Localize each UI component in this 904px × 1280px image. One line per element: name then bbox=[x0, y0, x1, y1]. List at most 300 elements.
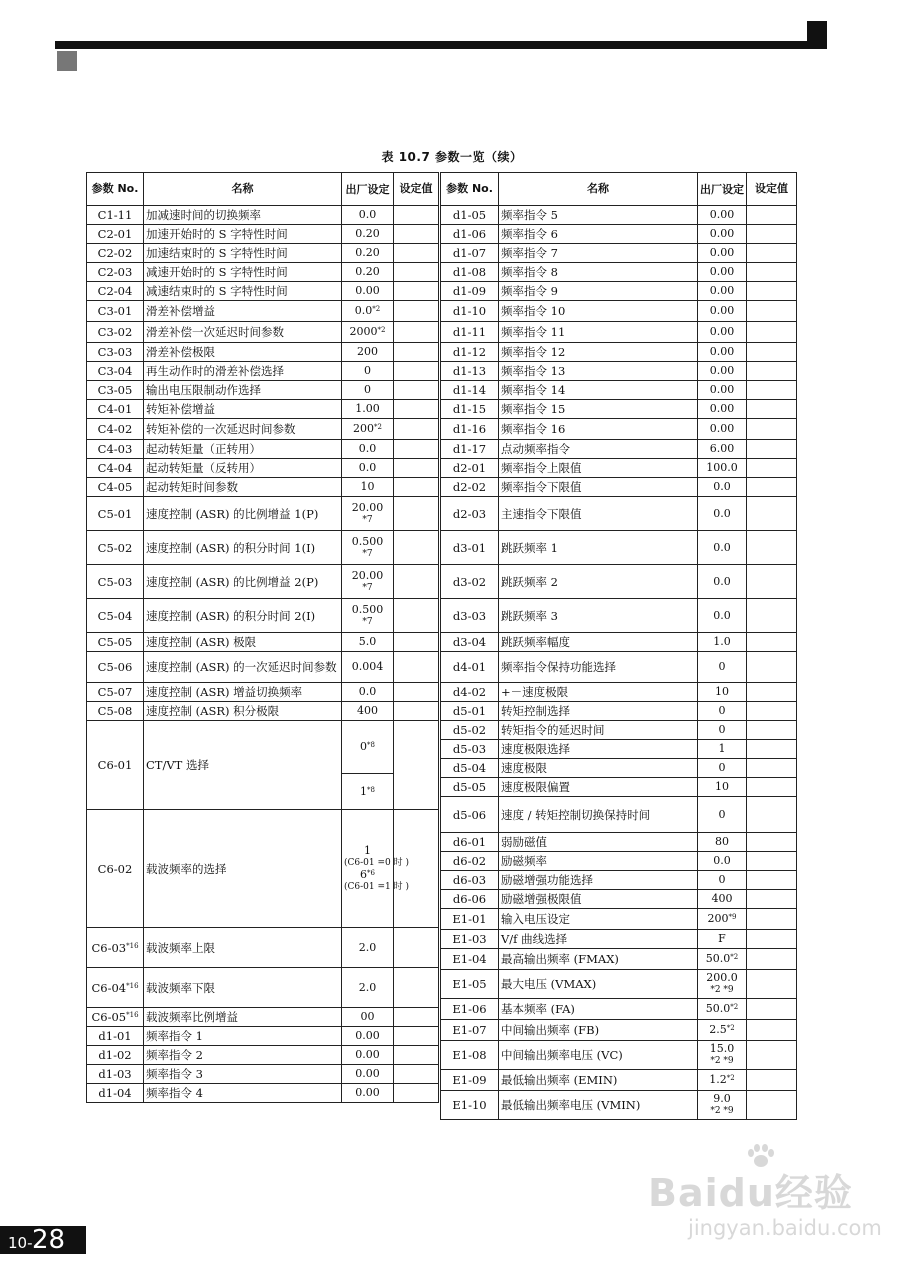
param-no: E1-03 bbox=[441, 930, 499, 949]
param-no bbox=[87, 1046, 144, 1065]
parameter-table-left bbox=[86, 172, 439, 1103]
factory-value-text: 0.20 bbox=[355, 265, 380, 278]
setting-cell bbox=[747, 633, 797, 652]
factory-value bbox=[342, 633, 394, 652]
factory-value bbox=[698, 599, 747, 633]
table-row bbox=[87, 244, 439, 263]
table-row bbox=[441, 206, 797, 225]
factory-value bbox=[698, 343, 747, 362]
setting-cell bbox=[747, 778, 797, 797]
param-no bbox=[87, 652, 144, 683]
param-name: 频率指令 12 bbox=[499, 343, 698, 362]
factory-value bbox=[698, 322, 747, 343]
param-name: 基本频率 (FA) bbox=[499, 999, 698, 1020]
table-row bbox=[87, 381, 439, 400]
param-no: d1-15 bbox=[441, 400, 499, 419]
setting-cell bbox=[394, 381, 439, 400]
setting-cell bbox=[394, 599, 439, 633]
factory-value-text: 0.0 bbox=[713, 506, 731, 520]
param-no: d1-07 bbox=[441, 244, 499, 263]
param-name: 速度控制 (ASR) 的积分时间 2(I) bbox=[144, 599, 342, 633]
factory-value-text: 0 bbox=[360, 740, 368, 753]
table-row bbox=[441, 1041, 797, 1070]
factory-value-text: 6.00 bbox=[709, 442, 735, 455]
param-no: E1-09 bbox=[441, 1070, 499, 1091]
factory-value bbox=[342, 282, 394, 301]
param-name: 中间输出频率电压 (VC) bbox=[499, 1041, 698, 1070]
param-name: 最低输出频率 (EMIN) bbox=[499, 1070, 698, 1091]
param-no: d1-11 bbox=[441, 322, 499, 343]
header-name: 名称 bbox=[144, 173, 342, 206]
table-row bbox=[441, 531, 797, 565]
factory-value-text: 0.00 bbox=[355, 1086, 380, 1099]
param-no bbox=[87, 322, 144, 343]
setting-cell bbox=[394, 810, 439, 928]
table-row bbox=[441, 362, 797, 381]
param-no-text: C5-06 bbox=[97, 660, 133, 674]
setting-cell bbox=[394, 968, 439, 1008]
param-no-text: C5-03 bbox=[97, 574, 133, 589]
footnote-mark: *2 bbox=[730, 953, 739, 961]
setting-cell bbox=[747, 440, 797, 459]
param-name: 滑差补偿一次延迟时间参数 bbox=[144, 322, 342, 343]
setting-cell bbox=[394, 1046, 439, 1065]
param-no-text: C5-01 bbox=[97, 506, 133, 521]
factory-value bbox=[698, 206, 747, 225]
table-row bbox=[87, 362, 439, 381]
factory-value-text: 0.00 bbox=[355, 1067, 380, 1080]
parameter-table-right bbox=[440, 172, 797, 1120]
setting-cell bbox=[394, 244, 439, 263]
setting-cell bbox=[394, 263, 439, 282]
table-row bbox=[87, 1027, 439, 1046]
setting-cell bbox=[394, 282, 439, 301]
factory-value-text: 0.0 bbox=[358, 208, 377, 221]
table-row bbox=[87, 419, 439, 440]
setting-cell bbox=[394, 1008, 439, 1027]
factory-value bbox=[698, 497, 747, 531]
table-row bbox=[441, 301, 797, 322]
table-row bbox=[441, 497, 797, 531]
factory-value-text: 0 bbox=[718, 723, 726, 736]
setting-cell bbox=[747, 599, 797, 633]
param-no bbox=[87, 400, 144, 419]
param-no bbox=[87, 702, 144, 721]
param-name: 中间输出频率 (FB) bbox=[499, 1020, 698, 1041]
table-row bbox=[441, 702, 797, 721]
header-row bbox=[87, 173, 439, 206]
param-name: 跳跃频率 2 bbox=[499, 565, 698, 599]
table-row bbox=[87, 440, 439, 459]
factory-value-text: 0 bbox=[718, 704, 726, 717]
param-no bbox=[87, 381, 144, 400]
table-row bbox=[441, 282, 797, 301]
param-no: d3-03 bbox=[441, 599, 499, 633]
footnote-mark: *2 bbox=[372, 305, 381, 313]
param-no-text: C4-05 bbox=[97, 480, 133, 494]
table-row bbox=[441, 478, 797, 497]
param-name: 频率指令 1 bbox=[144, 1027, 342, 1046]
page-index: 28 bbox=[32, 1225, 66, 1255]
param-no bbox=[87, 1008, 144, 1027]
param-no bbox=[87, 565, 144, 599]
table-row bbox=[441, 381, 797, 400]
param-no bbox=[87, 206, 144, 225]
footnote-mark: *6 bbox=[367, 868, 375, 877]
setting-cell bbox=[747, 852, 797, 871]
factory-value bbox=[698, 531, 747, 565]
setting-cell bbox=[747, 797, 797, 833]
factory-value-note2: (C6-01 =1 时 ) bbox=[344, 881, 409, 892]
factory-value bbox=[342, 774, 394, 810]
factory-value-text: 0.0 bbox=[713, 574, 731, 588]
factory-value bbox=[698, 440, 747, 459]
factory-value bbox=[698, 970, 747, 999]
factory-value bbox=[698, 852, 747, 871]
param-no bbox=[87, 244, 144, 263]
factory-value-text: 0.0 bbox=[713, 540, 731, 554]
factory-value-text: 1.2 bbox=[709, 1073, 727, 1086]
setting-cell bbox=[747, 225, 797, 244]
factory-value bbox=[342, 440, 394, 459]
table-row bbox=[441, 440, 797, 459]
factory-value-text: 1.00 bbox=[355, 402, 380, 415]
param-name: 速度控制 (ASR) 的比例增益 1(P) bbox=[144, 497, 342, 531]
param-no: E1-04 bbox=[441, 949, 499, 970]
param-name: 频率指令 10 bbox=[499, 301, 698, 322]
param-name: 转矩控制选择 bbox=[499, 702, 698, 721]
factory-value-text: 5.0 bbox=[358, 635, 377, 648]
factory-value-note: *7 bbox=[362, 582, 373, 593]
factory-value-text: 10 bbox=[715, 685, 729, 698]
table-row bbox=[441, 1070, 797, 1091]
param-name: 速度控制 (ASR) 增益切换频率 bbox=[144, 683, 342, 702]
header-param-no: 参数 No. bbox=[87, 173, 144, 206]
factory-value bbox=[698, 652, 747, 683]
factory-value-text: 0.500 bbox=[351, 534, 384, 548]
param-no bbox=[87, 225, 144, 244]
param-name: 速度 / 转矩控制切换保持时间 bbox=[499, 797, 698, 833]
factory-value bbox=[342, 531, 394, 565]
param-name: 载波频率下限 bbox=[144, 968, 342, 1008]
factory-value-text: 0.0 bbox=[713, 480, 731, 493]
factory-value bbox=[698, 683, 747, 702]
param-name: 频率指令 16 bbox=[499, 419, 698, 440]
param-name: 输出电压限制动作选择 bbox=[144, 381, 342, 400]
factory-value-text: 0.00 bbox=[355, 284, 380, 297]
factory-value-note: *2 *9 bbox=[710, 985, 734, 995]
factory-value-text: 0 bbox=[718, 761, 726, 774]
param-name: 载波频率的选择 bbox=[144, 810, 342, 928]
table-row bbox=[441, 833, 797, 852]
param-no bbox=[87, 362, 144, 381]
factory-value bbox=[342, 244, 394, 263]
factory-value bbox=[342, 1008, 394, 1027]
factory-value bbox=[342, 928, 394, 968]
setting-cell bbox=[394, 419, 439, 440]
factory-value-text: 0.00 bbox=[709, 284, 735, 297]
setting-cell bbox=[747, 343, 797, 362]
factory-value-text: 0.004 bbox=[351, 660, 384, 673]
table-row bbox=[441, 759, 797, 778]
param-name: 频率指令 11 bbox=[499, 322, 698, 343]
factory-value-text: 2.0 bbox=[358, 980, 377, 994]
factory-value-text: 0.0 bbox=[358, 442, 377, 455]
param-no-text: C3-05 bbox=[97, 383, 133, 397]
setting-cell bbox=[747, 497, 797, 531]
param-name: V/f 曲线选择 bbox=[499, 930, 698, 949]
param-no: E1-01 bbox=[441, 909, 499, 930]
factory-value-text: 0.20 bbox=[355, 227, 380, 240]
factory-value-text: 0.00 bbox=[355, 1048, 380, 1061]
param-no bbox=[87, 1027, 144, 1046]
param-name: +－速度极限 bbox=[499, 683, 698, 702]
table-row bbox=[441, 633, 797, 652]
factory-value-text: 2000 bbox=[349, 325, 378, 338]
setting-cell bbox=[747, 871, 797, 890]
table-row bbox=[441, 721, 797, 740]
setting-cell bbox=[747, 322, 797, 343]
factory-value-text: 0.00 bbox=[709, 325, 735, 338]
header-name: 名称 bbox=[499, 173, 698, 206]
param-no: d2-01 bbox=[441, 459, 499, 478]
param-no: d4-02 bbox=[441, 683, 499, 702]
setting-cell bbox=[747, 721, 797, 740]
param-name: 转矩指令的延迟时间 bbox=[499, 721, 698, 740]
factory-value-text: 0.0 bbox=[358, 461, 377, 474]
factory-value-text: 50.0 bbox=[705, 1002, 731, 1015]
factory-value bbox=[342, 362, 394, 381]
param-name: 减速结束时的 S 字特性时间 bbox=[144, 282, 342, 301]
footnote-mark: *8 bbox=[367, 785, 375, 794]
table-row bbox=[87, 459, 439, 478]
table-row bbox=[441, 652, 797, 683]
param-name: 频率指令 5 bbox=[499, 206, 698, 225]
factory-value-text: 15.0 bbox=[709, 1042, 735, 1055]
factory-value-text: 00 bbox=[360, 1010, 375, 1023]
param-no: d1-12 bbox=[441, 343, 499, 362]
factory-value bbox=[698, 565, 747, 599]
table-row bbox=[441, 419, 797, 440]
table-row bbox=[87, 400, 439, 419]
param-no bbox=[87, 301, 144, 322]
param-no bbox=[87, 1084, 144, 1103]
param-name: 频率指令 8 bbox=[499, 263, 698, 282]
factory-value bbox=[342, 810, 409, 928]
table-row bbox=[441, 244, 797, 263]
param-no: d1-16 bbox=[441, 419, 499, 440]
factory-value-note: *7 bbox=[362, 514, 373, 525]
param-name: 跳跃频率幅度 bbox=[499, 633, 698, 652]
factory-value-text: 10 bbox=[715, 780, 729, 793]
watermark-logo: Baidu经验 bbox=[648, 1171, 853, 1215]
footnote-mark: *16 bbox=[126, 941, 139, 950]
factory-value bbox=[342, 1027, 394, 1046]
factory-value bbox=[342, 478, 394, 497]
param-no-text: d1-02 bbox=[98, 1048, 132, 1062]
param-name: 频率指令 15 bbox=[499, 400, 698, 419]
param-no: E1-06 bbox=[441, 999, 499, 1020]
factory-value bbox=[342, 1046, 394, 1065]
footnote-mark: *2 bbox=[374, 423, 382, 431]
factory-value-text: 0.00 bbox=[709, 246, 735, 259]
table-row bbox=[441, 343, 797, 362]
table-row bbox=[441, 852, 797, 871]
table-row bbox=[441, 999, 797, 1020]
factory-value-text: 2.0 bbox=[358, 940, 377, 954]
setting-cell bbox=[747, 419, 797, 440]
factory-value-text: 0 bbox=[718, 660, 726, 673]
param-no bbox=[87, 343, 144, 362]
param-name: 再生动作时的滑差补偿选择 bbox=[144, 362, 342, 381]
param-no: d1-14 bbox=[441, 381, 499, 400]
factory-value bbox=[342, 225, 394, 244]
footnote-mark: *16 bbox=[126, 981, 139, 990]
setting-cell bbox=[394, 206, 439, 225]
footnote-mark: *9 bbox=[728, 913, 737, 921]
factory-value-text: 0.0 bbox=[354, 304, 373, 317]
setting-cell bbox=[747, 263, 797, 282]
setting-cell bbox=[394, 652, 439, 683]
table-row bbox=[87, 683, 439, 702]
factory-value-text: 200 bbox=[707, 912, 729, 925]
param-name: 频率指令保持功能选择 bbox=[499, 652, 698, 683]
param-no: d5-05 bbox=[441, 778, 499, 797]
setting-cell bbox=[747, 362, 797, 381]
setting-cell bbox=[747, 1041, 797, 1070]
factory-value bbox=[698, 797, 747, 833]
factory-value-text: 400 bbox=[357, 704, 378, 717]
setting-cell bbox=[394, 301, 439, 322]
table-row bbox=[441, 740, 797, 759]
param-name: 输入电压设定 bbox=[499, 909, 698, 930]
param-name: 频率指令 3 bbox=[144, 1065, 342, 1084]
param-no bbox=[87, 478, 144, 497]
factory-value bbox=[698, 930, 747, 949]
setting-cell bbox=[747, 1020, 797, 1041]
factory-value bbox=[698, 890, 747, 909]
factory-value bbox=[698, 1020, 747, 1041]
factory-value bbox=[342, 497, 394, 531]
param-name: 速度控制 (ASR) 的积分时间 1(I) bbox=[144, 531, 342, 565]
param-no-text: d1-01 bbox=[98, 1029, 132, 1043]
table-row bbox=[87, 497, 439, 531]
param-no: d5-02 bbox=[441, 721, 499, 740]
factory-value bbox=[698, 400, 747, 419]
header-factory: 出厂设定 bbox=[342, 173, 394, 206]
factory-value-text: 0.00 bbox=[709, 345, 735, 358]
setting-cell bbox=[747, 206, 797, 225]
table-row bbox=[87, 478, 439, 497]
footnote-mark: *2 bbox=[726, 1024, 735, 1032]
table-row bbox=[87, 810, 439, 928]
footnote-mark: *2 bbox=[726, 1074, 735, 1082]
header-setting: 设定值 bbox=[394, 173, 439, 206]
param-no-text: C2-04 bbox=[97, 284, 133, 298]
param-name: 频率指令 4 bbox=[144, 1084, 342, 1103]
factory-value bbox=[342, 565, 394, 599]
param-name: 频率指令上限值 bbox=[499, 459, 698, 478]
table-row bbox=[87, 1084, 439, 1103]
factory-value bbox=[698, 759, 747, 778]
table-row bbox=[441, 263, 797, 282]
param-no: d5-04 bbox=[441, 759, 499, 778]
setting-cell bbox=[747, 531, 797, 565]
factory-value-text: 0.00 bbox=[709, 208, 735, 221]
param-name: 加速开始时的 S 字特性时间 bbox=[144, 225, 342, 244]
setting-cell bbox=[394, 683, 439, 702]
table-row bbox=[441, 890, 797, 909]
factory-value-text: 0.00 bbox=[709, 265, 735, 278]
param-name: 速度控制 (ASR) 的比例增益 2(P) bbox=[144, 565, 342, 599]
param-no-text: C5-07 bbox=[97, 685, 133, 699]
factory-value bbox=[698, 909, 747, 930]
factory-value-note: (C6-01 =0 时 ) bbox=[344, 857, 409, 868]
factory-value-text: 0 bbox=[718, 873, 726, 886]
factory-value bbox=[698, 778, 747, 797]
param-no: C6-01 bbox=[87, 721, 144, 810]
setting-cell bbox=[394, 440, 439, 459]
table-row bbox=[87, 531, 439, 565]
setting-cell bbox=[747, 244, 797, 263]
footnote-mark: *2 bbox=[730, 1003, 739, 1011]
factory-value-text: 0.00 bbox=[709, 364, 735, 377]
footnote-mark: *2 bbox=[377, 326, 386, 334]
table-row bbox=[441, 797, 797, 833]
param-name: 滑差补偿增益 bbox=[144, 301, 342, 322]
setting-cell bbox=[394, 1084, 439, 1103]
factory-value bbox=[342, 263, 394, 282]
param-no bbox=[87, 599, 144, 633]
factory-value bbox=[342, 381, 394, 400]
setting-cell bbox=[747, 400, 797, 419]
param-no: d6-01 bbox=[441, 833, 499, 852]
param-no bbox=[87, 1065, 144, 1084]
param-name: 点动频率指令 bbox=[499, 440, 698, 459]
param-no-text: C2-03 bbox=[97, 265, 133, 279]
factory-value-text: 0.00 bbox=[709, 383, 735, 396]
watermark-url: jingyan.baidu.com bbox=[688, 1216, 882, 1240]
param-name: 主速指令下限值 bbox=[499, 497, 698, 531]
factory-value bbox=[342, 652, 394, 683]
table-row bbox=[87, 1046, 439, 1065]
table-row bbox=[87, 928, 439, 968]
factory-value-text: 0.0 bbox=[713, 854, 731, 867]
factory-value bbox=[698, 1070, 747, 1091]
param-no bbox=[87, 531, 144, 565]
param-no bbox=[87, 633, 144, 652]
setting-cell bbox=[747, 459, 797, 478]
factory-value bbox=[342, 721, 394, 774]
table-row bbox=[87, 225, 439, 244]
param-no bbox=[87, 263, 144, 282]
table-row bbox=[87, 206, 439, 225]
header-factory: 出厂设定 bbox=[698, 173, 747, 206]
factory-value bbox=[342, 968, 394, 1008]
footnote-mark: *8 bbox=[367, 741, 375, 749]
factory-value bbox=[698, 633, 747, 652]
factory-value-text: 0.00 bbox=[709, 422, 735, 435]
param-no: d3-02 bbox=[441, 565, 499, 599]
table-row bbox=[87, 343, 439, 362]
setting-cell bbox=[394, 702, 439, 721]
factory-value bbox=[342, 1065, 394, 1084]
table-row bbox=[87, 702, 439, 721]
factory-value bbox=[698, 702, 747, 721]
factory-value bbox=[342, 206, 394, 225]
param-no: d5-01 bbox=[441, 702, 499, 721]
param-no-text: d1-03 bbox=[98, 1067, 132, 1081]
